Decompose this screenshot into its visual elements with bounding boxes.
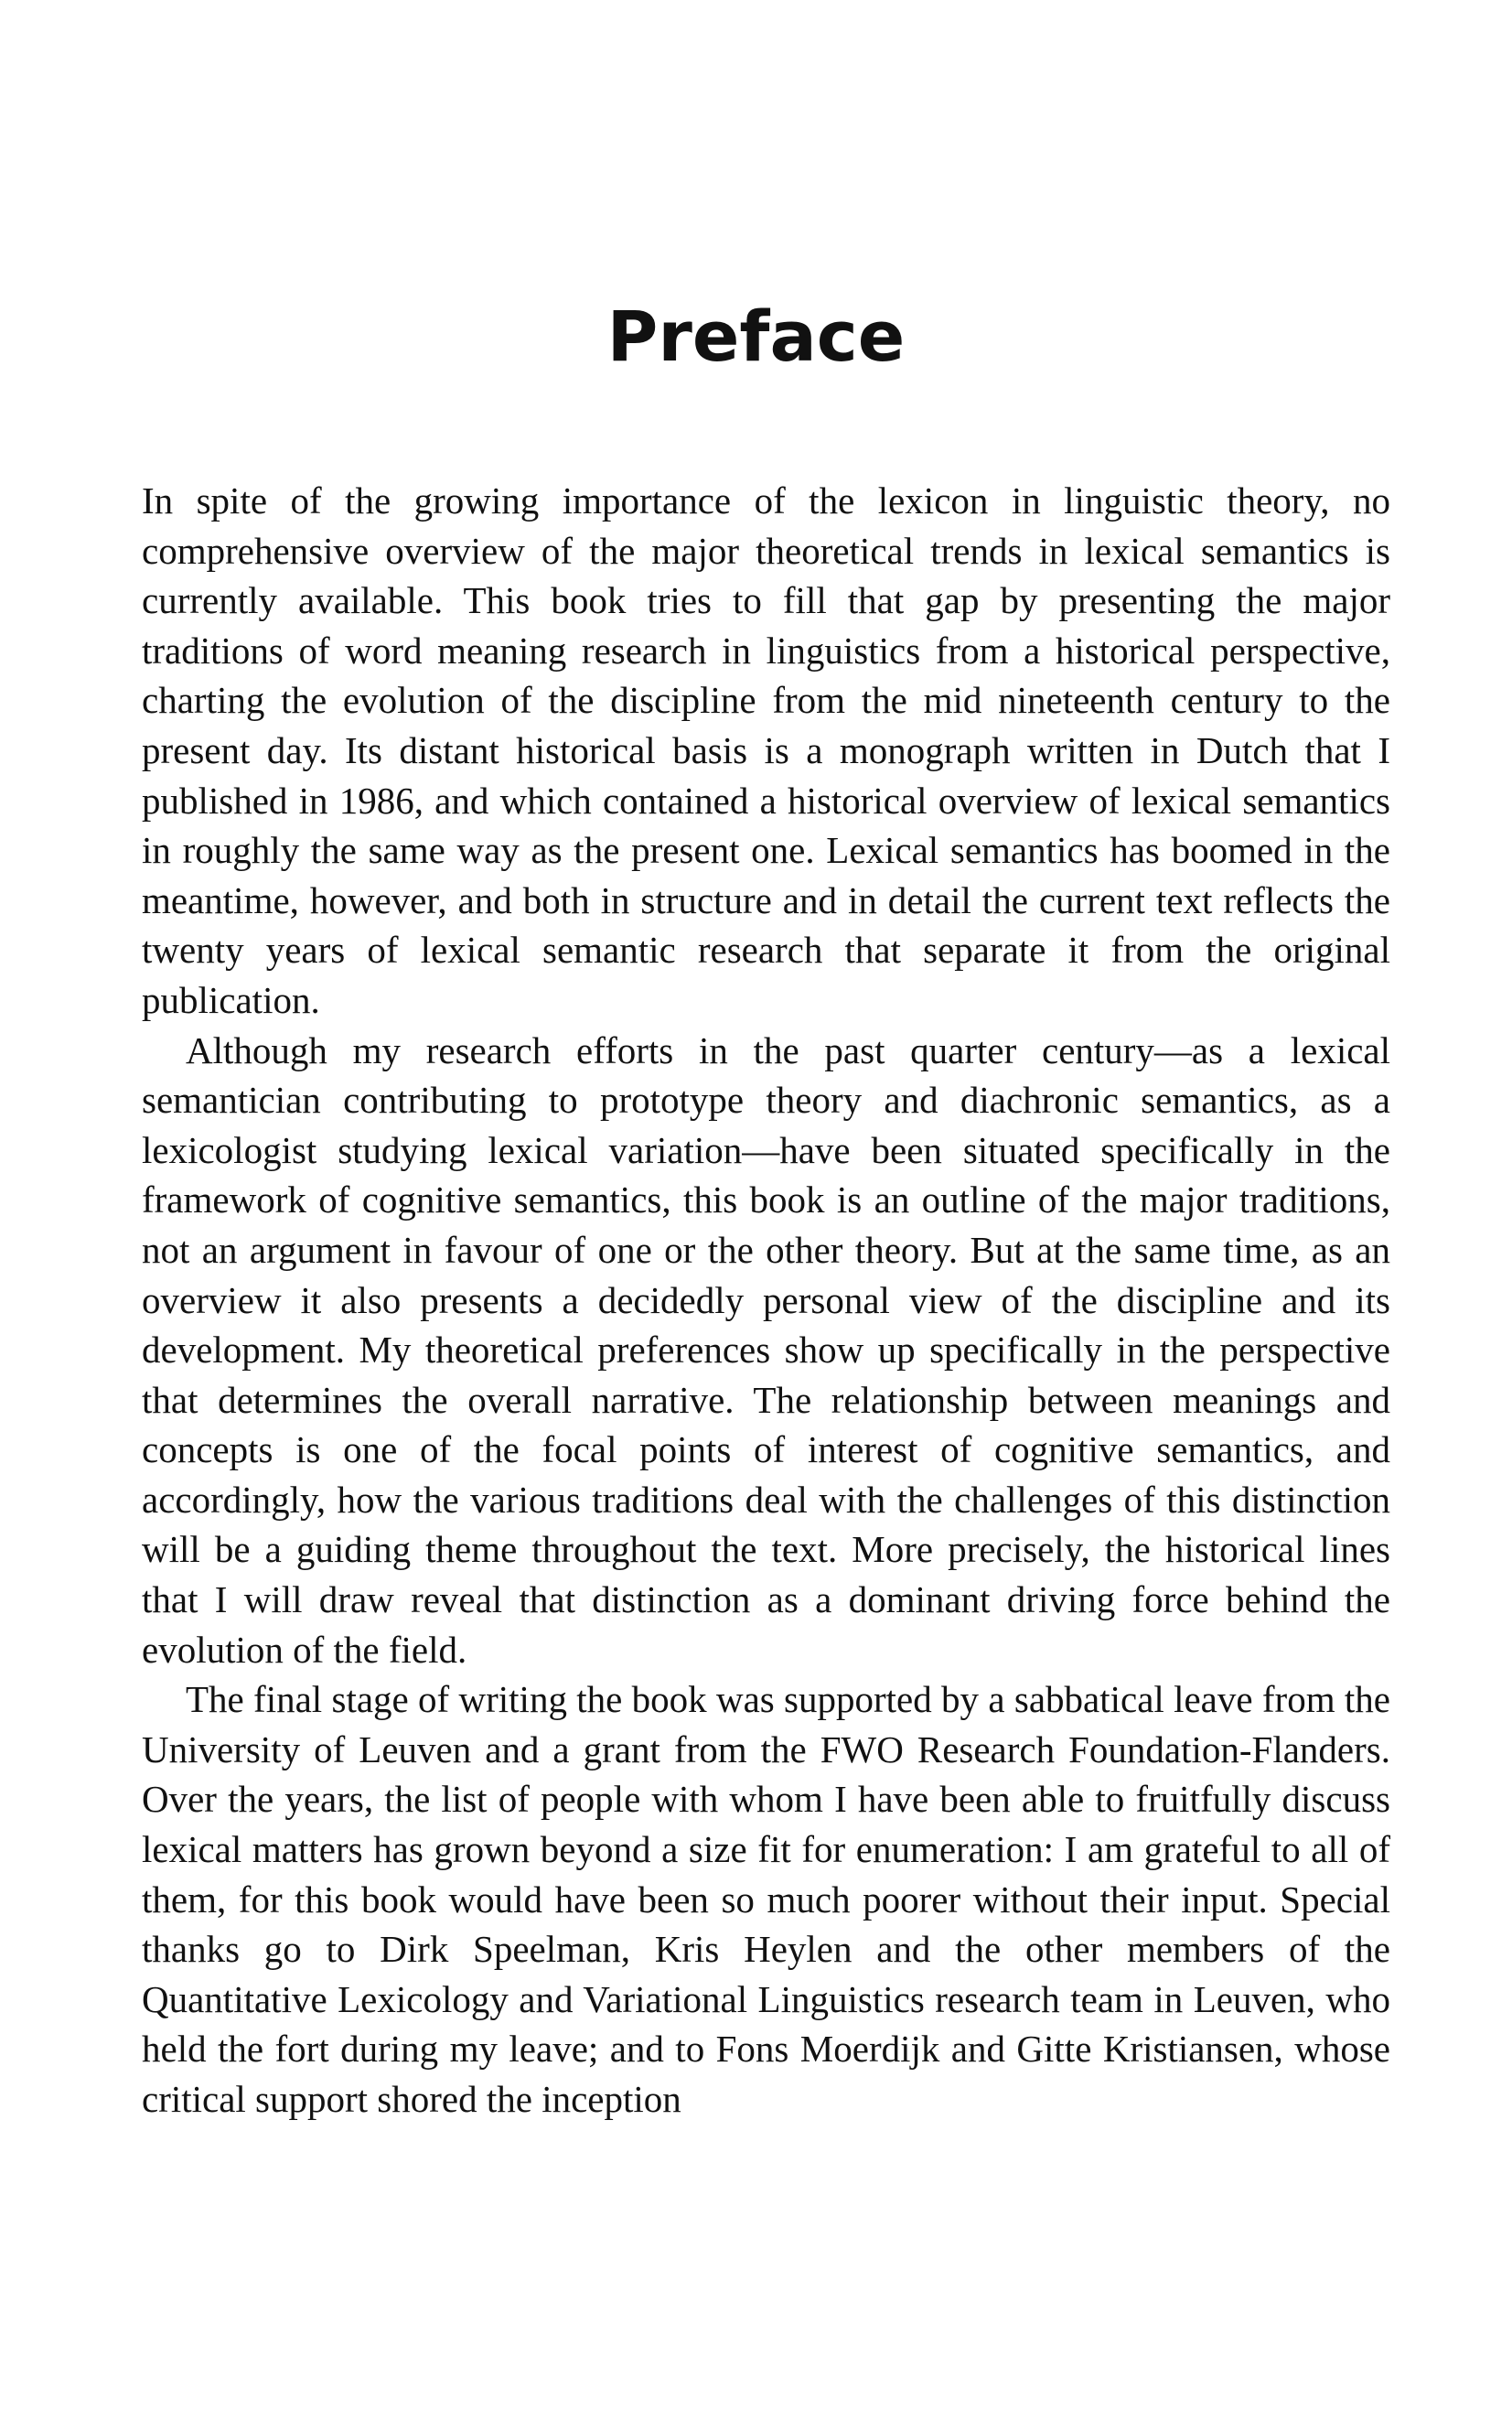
paragraph-3: The final stage of writing the book was supported by a sabbatical leave from the University of Leuven and a grant from the FWO Research Foundation-Flanders. Over the years, the list of people with whom I have been able to fruitfully discuss lexical matters has grown beyond a size fit for enumeration: I am grateful to all of them, for this book would have been so much poorer without their input. Special thanks go to Dirk Speelman, Kris Heylen and the other members of the Quantitative Lexicology and Variational Linguistics research team in Leuven, who held the fort during my leave; and to Fons Moerdijk and Gitte Kristiansen, whose critical support shored the inception — [142, 1678, 1390, 2120]
preface-body — [142, 476, 1390, 2125]
paragraph-1: In spite of the growing importance of the lexicon in linguistic theory, no comprehensive overview of the major theoretical trends in lexical semantics is currently available. This book tries to fill that gap by presenting the major traditions of word meaning research in linguistics from a historical perspective, charting the evolution of the discipline from the mid nineteenth century to the present day. Its distant historical basis is a monograph written in Dutch that I published in 1986, and which contained a historical overview of lexical semantics in roughly the same way as the present one. Lexical semantics has boomed in the meantime, however, and both in structure and in detail the current text reflects the twenty years of lexical semantic research that separate it from the original publication. — [142, 479, 1390, 1021]
page-title: Preface — [606, 296, 906, 377]
paragraph-2: Although my research efforts in the past quarter century—as a lexical semantician contributing to prototype theory and diachronic semantics, as a lexicologist studying lexical variation—have been situated specifically in the framework of cognitive semantics, this book is an outline of the major traditions, not an argument in favour of one or the other theory. But at the same time, as an overview it also presents a decidedly personal view of the discipline and its development. My theoretical preferences show up specifically in the perspective that determines the overall narrative. The relationship between meanings and concepts is one of the focal points of interest of cognitive semantics, and accordingly, how the various traditions deal with the challenges of this distinction will be a guiding theme throughout the text. More precisely, the historical lines that I will draw reveal that distinction as a dominant driving force behind the evolution of the field. — [142, 1028, 1390, 1671]
